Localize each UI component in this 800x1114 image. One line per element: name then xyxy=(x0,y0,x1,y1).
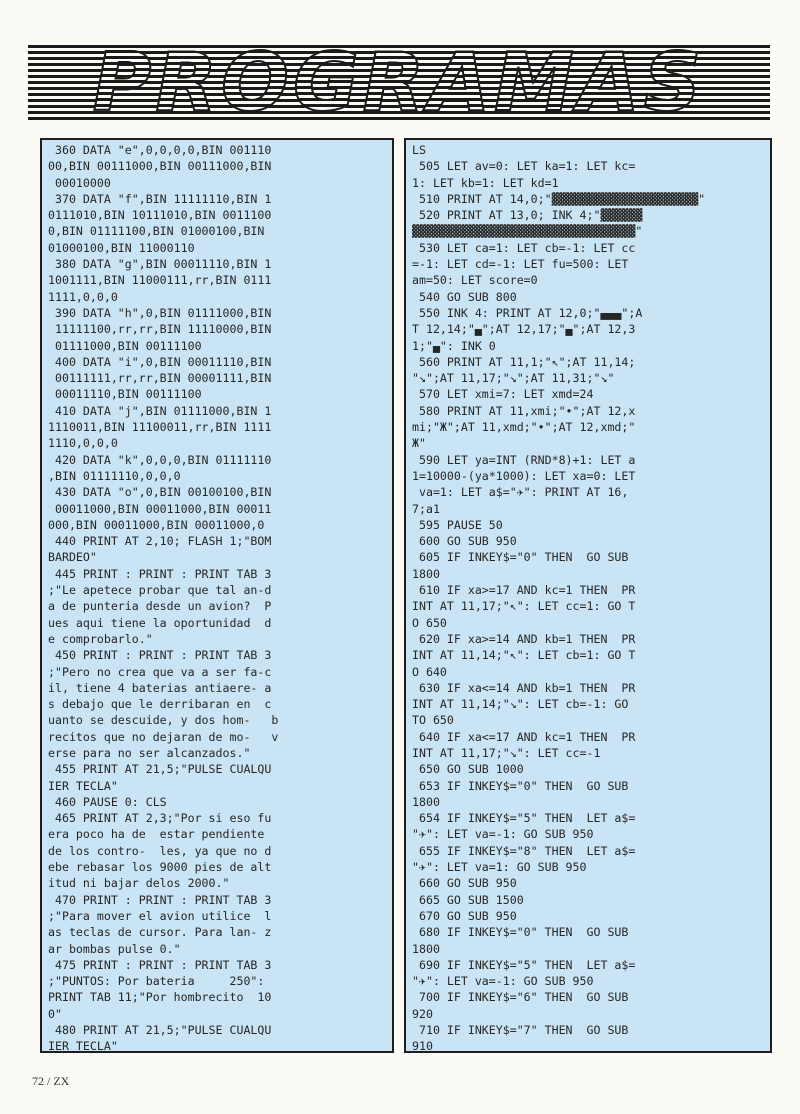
code-line: 00111111,rr,rr,BIN 00001111,BIN xyxy=(48,371,272,386)
code-line: 1=10000-(ya*1000): LET xa=0: LET xyxy=(412,468,636,483)
code-line: 605 IF INKEY$="0" THEN GO SUB xyxy=(412,550,629,565)
code-line: 1800 xyxy=(412,941,440,956)
code-line: "↘";AT 11,17;"↘";AT 11,31;"↘" xyxy=(412,371,615,386)
code-line: 505 LET av=0: LET ka=1: LET kc= xyxy=(412,159,636,174)
code-line: 1111,0,0,0 xyxy=(48,289,118,304)
code-line: 510 PRINT AT 14,0;"▓▓▓▓▓▓▓▓▓▓▓▓▓▓▓▓▓▓▓▓▓" xyxy=(412,191,706,206)
page-footer: 72 / ZX xyxy=(32,1074,70,1088)
code-line: 653 IF INKEY$="0" THEN GO SUB xyxy=(412,778,629,793)
code-line: 00,BIN 00111000,BIN 00111000,BIN xyxy=(48,159,272,174)
code-line: 0111010,BIN 10111010,BIN 0011100 xyxy=(48,208,272,223)
code-line: va=1: LET a$="✈": PRINT AT 16, xyxy=(412,485,629,500)
code-line: 910 xyxy=(412,1039,433,1053)
code-line: 370 DATA "f",BIN 11111110,BIN 1 xyxy=(48,191,272,206)
code-line: 1001111,BIN 11000111,rr,BIN 0111 xyxy=(48,273,272,288)
code-line: 665 GO SUB 1500 xyxy=(412,892,524,907)
code-line: IER TECLA" xyxy=(48,1039,118,1053)
code-line: il, tiene 4 baterias antiaere- a xyxy=(48,680,272,695)
listing-column-left xyxy=(40,138,394,1053)
code-listing-right xyxy=(412,142,764,1053)
code-line: erse para no ser alcanzados." xyxy=(48,745,251,760)
code-line: 595 PAUSE 50 xyxy=(412,517,503,532)
code-line: ;"PUNTOS: Por bateria 250": xyxy=(48,974,265,989)
code-line: 540 GO SUB 800 xyxy=(412,289,517,304)
code-line: am=50: LET score=0 xyxy=(412,273,538,288)
code-line: 1110,0,0,0 xyxy=(48,436,118,451)
code-line: 654 IF INKEY$="5" THEN LET a$= xyxy=(412,811,636,826)
code-line: 480 PRINT AT 21,5;"PULSE CUALQU xyxy=(48,1023,272,1038)
code-line: 0,BIN 01111100,BIN 01000100,BIN xyxy=(48,224,265,239)
code-line: 445 PRINT : PRINT : PRINT TAB 3 xyxy=(48,566,272,581)
code-line: 1: LET kb=1: LET kd=1 xyxy=(412,175,559,190)
code-line: 00010000 xyxy=(48,175,111,190)
code-line: 655 IF INKEY$="8" THEN LET a$= xyxy=(412,843,636,858)
code-line: 1110011,BIN 11100011,rr,BIN 1111 xyxy=(48,420,272,435)
code-line: INT AT 11,14;"↖": LET cb=1: GO T xyxy=(412,648,636,663)
code-line: 530 LET ca=1: LET cb=-1: LET cc xyxy=(412,240,636,255)
code-line: ;"Pero no crea que va a ser fa-c xyxy=(48,664,272,679)
code-line: 550 INK 4: PRINT AT 12,0;"▄▄▄";A xyxy=(412,305,643,320)
page-banner xyxy=(28,45,770,120)
code-line: ebe rebasar los 9000 pies de alt xyxy=(48,860,272,875)
code-line: 00011000,BIN 00011000,BIN 00011 xyxy=(48,501,272,516)
code-line: 01111000,BIN 00111100 xyxy=(48,338,202,353)
code-line: itud ni bajar delos 2000." xyxy=(48,876,230,891)
code-line: INT AT 11,17;"↖": LET cc=1: GO T xyxy=(412,599,636,614)
code-line: ,BIN 01111110,0,0,0 xyxy=(48,468,181,483)
code-listing-left xyxy=(48,142,386,1053)
code-line: 410 DATA "j",BIN 01111000,BIN 1 xyxy=(48,403,272,418)
code-line: =-1: LET cd=-1: LET fu=500: LET xyxy=(412,257,629,272)
code-line: 00011110,BIN 00111100 xyxy=(48,387,202,402)
code-line: 670 GO SUB 950 xyxy=(412,908,517,923)
code-line: "✈": LET va=-1: GO SUB 950 xyxy=(412,974,594,989)
code-line: 11111100,rr,rr,BIN 11110000,BIN xyxy=(48,322,272,337)
code-line: 400 DATA "i",0,BIN 00011110,BIN xyxy=(48,354,272,369)
code-line: 420 DATA "k",0,0,0,BIN 01111110 xyxy=(48,452,272,467)
code-line: 450 PRINT : PRINT : PRINT TAB 3 xyxy=(48,648,272,663)
code-line: ar bombas pulse 0." xyxy=(48,941,181,956)
code-line: 440 PRINT AT 2,10; FLASH 1;"BOM xyxy=(48,534,272,549)
code-line: 465 PRINT AT 2,3;"Por si eso fu xyxy=(48,811,272,826)
code-line: 680 IF INKEY$="0" THEN GO SUB xyxy=(412,925,629,940)
code-line: 660 GO SUB 950 xyxy=(412,876,517,891)
code-line: 360 DATA "e",0,0,0,0,BIN 001110 xyxy=(48,143,272,157)
code-line: 390 DATA "h",0,BIN 01111000,BIN xyxy=(48,305,272,320)
code-line: 380 DATA "g",BIN 00011110,BIN 1 xyxy=(48,257,272,272)
code-line: 560 PRINT AT 11,1;"↖";AT 11,14; xyxy=(412,354,636,369)
code-line: 570 LET xmi=7: LET xmd=24 xyxy=(412,387,594,402)
code-line: 620 IF xa>=14 AND kb=1 THEN PR xyxy=(412,631,636,646)
code-line: 000,BIN 00011000,BIN 00011000,0 xyxy=(48,517,265,532)
code-line: Ж" xyxy=(412,436,426,451)
code-line: 920 xyxy=(412,1006,433,1021)
code-line: INT AT 11,17;"↘": LET cc=-1 xyxy=(412,745,601,760)
code-line: uanto se descuide, y dos hom- b xyxy=(48,713,279,728)
code-line: 430 DATA "o",0,BIN 00100100,BIN xyxy=(48,485,272,500)
code-line: a de punteria desde un avion? P xyxy=(48,599,272,614)
code-line: TO 650 xyxy=(412,713,454,728)
code-line: 610 IF xa>=17 AND kc=1 THEN PR xyxy=(412,583,636,598)
code-line: INT AT 11,14;"↘": LET cb=-1: GO xyxy=(412,697,629,712)
code-line: 460 PAUSE 0: CLS xyxy=(48,794,167,809)
code-line: "✈": LET va=1: GO SUB 950 xyxy=(412,860,587,875)
code-line: PRINT TAB 11;"Por hombrecito 10 xyxy=(48,990,272,1005)
code-line: 1800 xyxy=(412,566,440,581)
code-line: 590 LET ya=INT (RND*8)+1: LET a xyxy=(412,452,636,467)
code-line: 710 IF INKEY$="7" THEN GO SUB xyxy=(412,1023,629,1038)
code-line: 470 PRINT : PRINT : PRINT TAB 3 xyxy=(48,892,272,907)
code-line: ues aqui tiene la oportunidad d xyxy=(48,615,272,630)
code-line: BARDEO" xyxy=(48,550,97,565)
code-line: ▓▓▓▓▓▓▓▓▓▓▓▓▓▓▓▓▓▓▓▓▓▓▓▓▓▓▓▓▓▓▓▓" xyxy=(412,224,643,239)
listing-column-right xyxy=(404,138,772,1053)
code-line: 1800 xyxy=(412,794,440,809)
code-line: "✈": LET va=-1: GO SUB 950 xyxy=(412,827,594,842)
code-line: O 640 xyxy=(412,664,447,679)
code-line: 600 GO SUB 950 xyxy=(412,534,517,549)
page-title: PROGRAMAS xyxy=(28,47,770,119)
code-line: 650 GO SUB 1000 xyxy=(412,762,524,777)
code-line: 520 PRINT AT 13,0; INK 4;"▓▓▓▓▓▓ xyxy=(412,208,643,223)
code-line: 640 IF xa<=17 AND kc=1 THEN PR xyxy=(412,729,636,744)
code-line: ;"Para mover el avion utilice l xyxy=(48,908,272,923)
code-line: ;"Le apetece probar que tal an-d xyxy=(48,583,272,598)
code-line: e comprobarlo." xyxy=(48,631,153,646)
code-line: recitos que no dejaran de mo- v xyxy=(48,729,279,744)
code-line: 7;a1 xyxy=(412,501,440,516)
code-line: 475 PRINT : PRINT : PRINT TAB 3 xyxy=(48,957,272,972)
code-line: era poco ha de estar pendiente xyxy=(48,827,265,842)
code-line: mi;"Ж";AT 11,xmd;"•";AT 12,xmd;" xyxy=(412,420,636,435)
code-line: O 650 xyxy=(412,615,447,630)
code-line: 0" xyxy=(48,1006,62,1021)
code-line: s debajo que le derribaran en c xyxy=(48,697,272,712)
code-line: 690 IF INKEY$="5" THEN LET a$= xyxy=(412,957,636,972)
code-line: 700 IF INKEY$="6" THEN GO SUB xyxy=(412,990,629,1005)
code-line: 580 PRINT AT 11,xmi;"•";AT 12,x xyxy=(412,403,636,418)
code-line: IER TECLA" xyxy=(48,778,118,793)
code-line: as teclas de cursor. Para lan- z xyxy=(48,925,272,940)
code-line: LS xyxy=(412,143,426,157)
code-line: 455 PRINT AT 21,5;"PULSE CUALQU xyxy=(48,762,272,777)
code-line: 01000100,BIN 11000110 xyxy=(48,240,195,255)
code-line: 630 IF xa<=14 AND kb=1 THEN PR xyxy=(412,680,636,695)
code-line: de los contro- les, ya que no d xyxy=(48,843,272,858)
code-line: 1;"▄": INK 0 xyxy=(412,338,496,353)
code-line: T 12,14;"▄";AT 12,17;"▄";AT 12,3 xyxy=(412,322,636,337)
